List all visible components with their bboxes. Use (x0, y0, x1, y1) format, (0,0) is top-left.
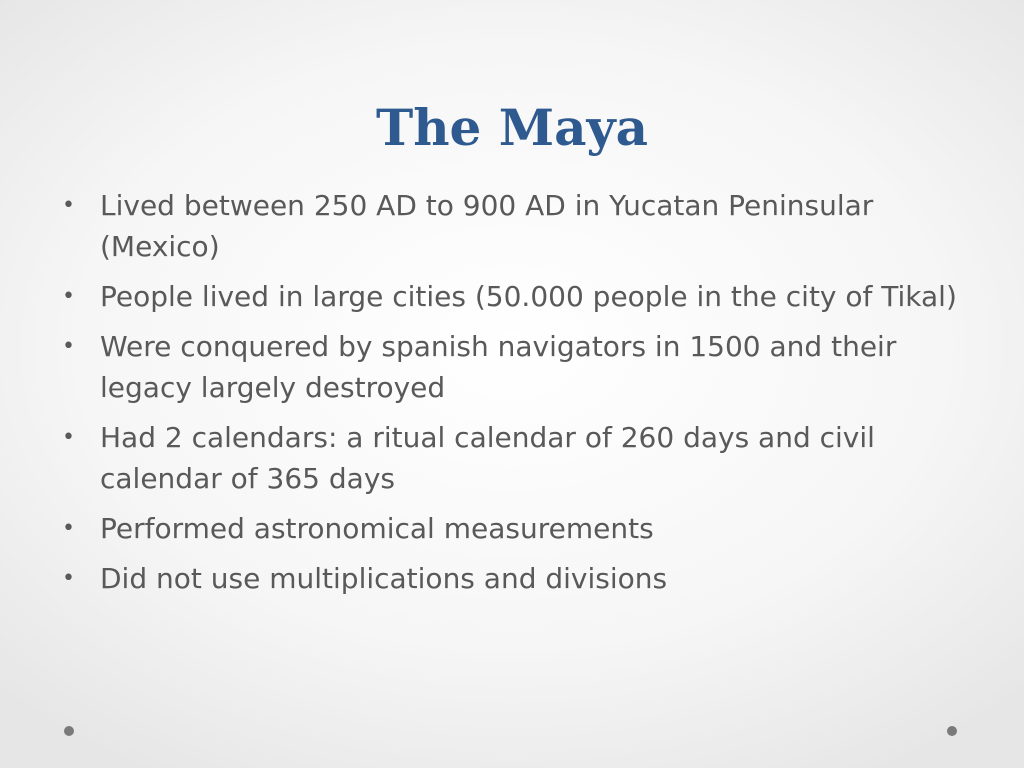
bullet-item (60, 276, 970, 317)
bullet-text: People lived in large cities (50.000 people in the city of Tikal) (100, 280, 957, 313)
decorative-dot-icon (64, 726, 74, 736)
bullet-icon: • (62, 334, 75, 359)
bullet-text: Lived between 250 AD to 900 AD in Yucatan Peninsular (Mexico) (100, 189, 874, 263)
bullet-icon: • (62, 516, 75, 541)
bullet-item (60, 326, 970, 408)
bullet-list (60, 185, 970, 608)
bullet-item (60, 417, 970, 499)
bullet-icon: • (62, 193, 75, 218)
bullet-text: Had 2 calendars: a ritual calendar of 260 days and civil calendar of 365 days (100, 421, 875, 495)
bullet-text: Performed astronomical measurements (100, 512, 654, 545)
bullet-text: Did not use multiplications and divisions (100, 562, 668, 595)
bullet-item (60, 558, 970, 599)
bullet-text: Were conquered by spanish navigators in 1500 and their legacy largely destroyed (100, 330, 897, 404)
bullet-icon: • (62, 425, 75, 450)
bullet-icon: • (62, 566, 75, 591)
bullet-item (60, 185, 970, 267)
decorative-dot-icon (947, 726, 957, 736)
bullet-icon: • (62, 284, 75, 309)
slide-title: The Maya (376, 98, 648, 157)
bullet-item (60, 508, 970, 549)
